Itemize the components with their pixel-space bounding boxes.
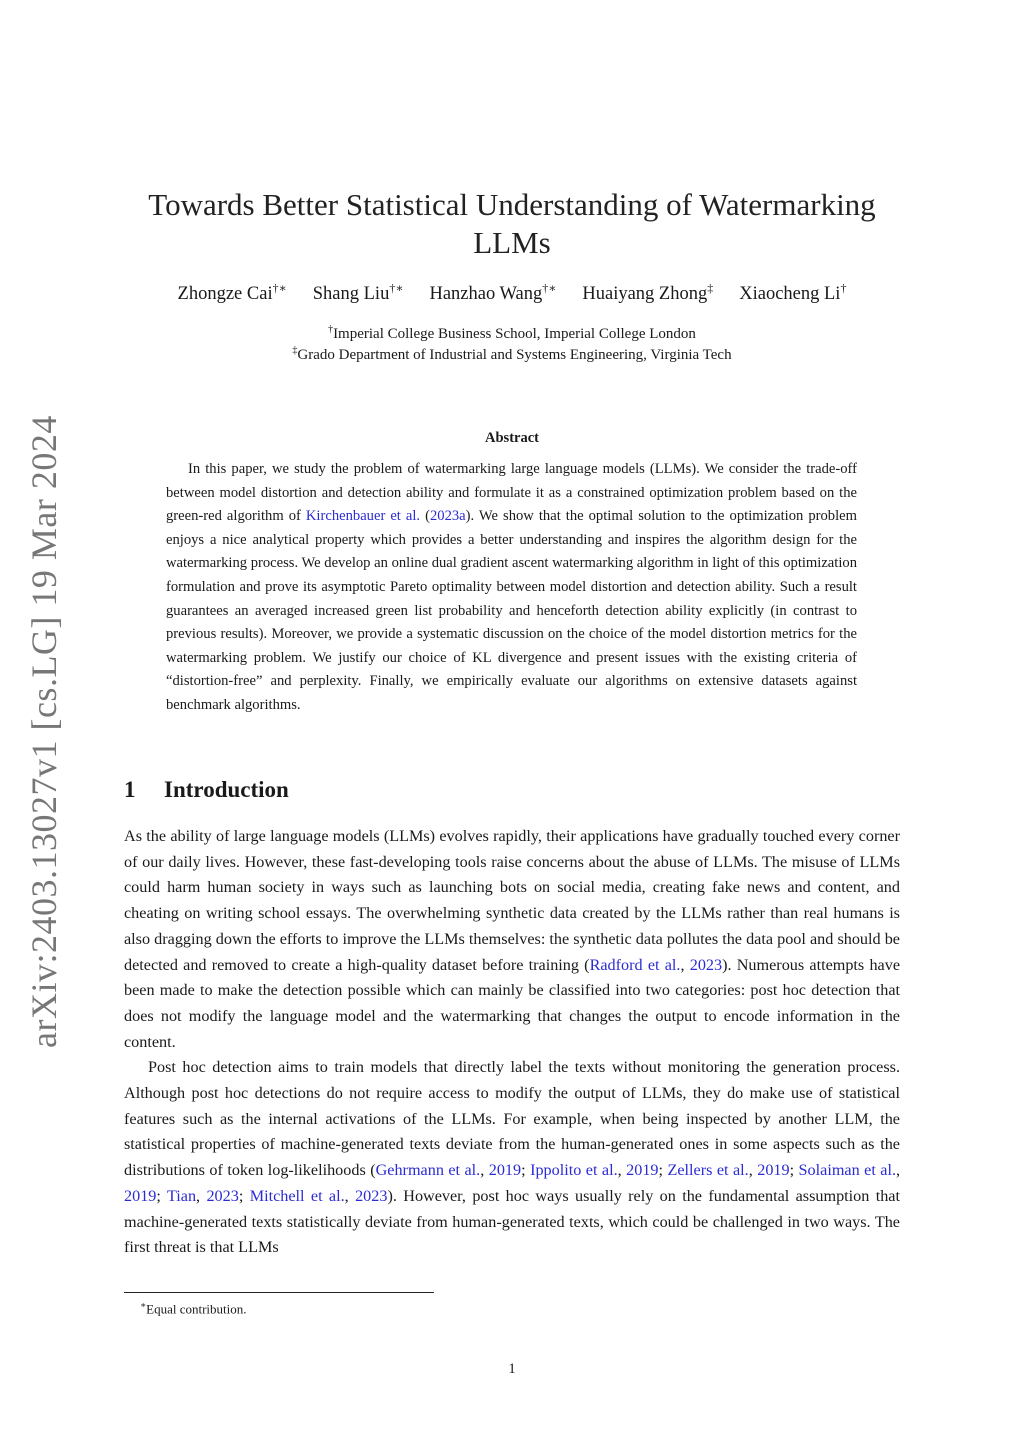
- body-paragraph: As the ability of large language models (LLMs) evolves rapidly, their applications have gradually touched every corner of our daily lives. However, these fast-developing tools raise concerns about the abuse of LLMs. The misuse of LLMs could harm human society in ways such as launching bots on social media, creating fake news and content, and cheating on writing school essays. The overwhelming synthetic data created by the LLMs rather than real humans is also dragging down the efforts to improve the LLMs themselves: the synthetic data pollutes the data pool and should be detected and removed to create a high-quality dataset before training (Radford et al., 2023). Numerous attempts have been made to make the detection possible which can mainly be classified into two categories: post hoc detection that does not modify the language model and the watermarking that changes the output to encode information in the content.: [124, 827, 900, 1051]
- citation-link[interactable]: Mitchell et al.: [249, 1186, 345, 1205]
- section-title: Introduction: [164, 777, 289, 802]
- arxiv-side-stamp: arXiv:2403.13027v1 [cs.LG] 19 Mar 2024: [24, 415, 64, 1048]
- section-number: 1: [124, 777, 136, 802]
- author: Xiaocheng Li†: [739, 280, 847, 304]
- citation-link[interactable]: 2023: [355, 1186, 388, 1205]
- citation-link[interactable]: Radford et al.: [589, 955, 681, 974]
- author: Hanzhao Wang†∗: [429, 280, 557, 304]
- citation-link[interactable]: 2019: [124, 1186, 157, 1205]
- citation-link[interactable]: Tian: [166, 1186, 197, 1205]
- citation-link[interactable]: 2023a: [429, 508, 466, 525]
- section-heading: [124, 775, 289, 805]
- author: Zhongze Cai†∗: [177, 280, 287, 304]
- author-list: [124, 281, 900, 307]
- body-paragraph: Post hoc detection aims to train models that directly label the texts without monitoring the generation process. Although post hoc detections do not require access to modify the output of LLMs, they do make use of statistical features such as the internal activations of the LLMs. For example, when being inspected by another LLM, the statistical properties of machine-generated texts deviate from the human-generated ones in some aspects such as the distributions of token log-likelihoods (Gehrmann et al., 2019; Ippolito et al., 2019; Zellers et al., 2019; Solaiman et al., 2019; Tian, 2023; Mitchell et al., 2023). However, post hoc ways usually rely on the fundamental assumption that machine-generated texts statistically deviate from human-generated texts, which could be challenged in two ways. The first threat is that LLMs: [124, 1058, 901, 1257]
- citation-link[interactable]: 2019: [757, 1161, 790, 1180]
- citation-link[interactable]: 2019: [626, 1161, 659, 1180]
- abstract-body: [166, 458, 857, 718]
- footnote-divider: [124, 1292, 434, 1293]
- citation-link[interactable]: Solaiman et al.: [798, 1161, 896, 1180]
- introduction-body: [124, 824, 900, 1261]
- citation-link[interactable]: Gehrmann et al.: [375, 1161, 481, 1180]
- citation-link[interactable]: Kirchenbauer et al.: [305, 508, 421, 525]
- author: Huaiyang Zhong‡: [582, 280, 714, 304]
- page-number: 1: [508, 1361, 516, 1377]
- title-line-1: Towards Better Statistical Understanding of Watermarking: [148, 187, 876, 222]
- citation-link[interactable]: Ippolito et al.: [530, 1161, 618, 1180]
- citation-link[interactable]: Zellers et al.: [667, 1161, 749, 1180]
- title-line-2: LLMs: [473, 225, 551, 260]
- affiliation: ‡Grado Department of Industrial and Systems Engineering, Virginia Tech: [292, 345, 732, 363]
- citation-link[interactable]: 2019: [488, 1161, 522, 1180]
- citation-link[interactable]: 2023: [689, 955, 723, 974]
- author: Shang Liu†∗: [312, 280, 404, 304]
- affiliation: †Imperial College Business School, Imperial College London: [328, 324, 696, 342]
- footnote: ∗Equal contribution.: [140, 1300, 247, 1317]
- paper-title: [124, 186, 900, 262]
- abstract-paragraph: In this paper, we study the problem of watermarking large language models (LLMs). We consider the trade-off between model distortion and detection ability and formulate it as a constrained optimization problem based on the green-red algorithm of Kirchenbauer et al. (2023a). We show that the optimal solution to the optimization problem enjoys a nice analytical property which provides a better understanding and inspires the algorithm design for the watermarking process. We develop an online dual gradient ascent watermarking algorithm in light of this optimization formulation and prove its asymptotic Pareto optimality between model distortion and detection ability. Such a result guarantees an averaged increased green list probability and henceforth detection ability explicitly (in contrast to previous results). Moreover, we provide a systematic discussion on the choice of the model distortion metrics for the watermarking problem. We justify our choice of KL divergence and present issues with the existing criteria of “distortion-free” and perplexity. Finally, we empirically evaluate our algorithms on extensive datasets against benchmark algorithms.: [166, 461, 857, 713]
- citation-link[interactable]: 2023: [206, 1186, 239, 1205]
- abstract-heading: Abstract: [485, 430, 539, 446]
